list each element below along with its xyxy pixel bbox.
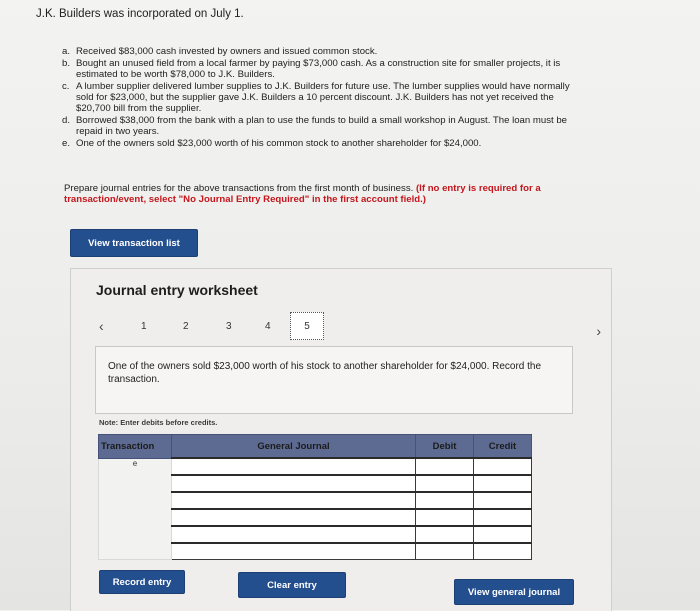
account-input[interactable] [172, 492, 416, 509]
view-general-journal-button[interactable]: View general journal [454, 579, 574, 605]
header-title: J.K. Builders was incorporated on July 1. [36, 8, 244, 20]
item-text: Received $83,000 cash invested by owners and issued common stock. [76, 46, 378, 57]
header-credit: Credit [474, 435, 532, 459]
debit-input[interactable] [416, 458, 474, 475]
page-4[interactable]: 4 [265, 321, 271, 332]
worksheet-title: Journal entry worksheet [96, 282, 258, 298]
list-item [62, 58, 582, 80]
view-transaction-list-button[interactable]: View transaction list [70, 229, 198, 257]
chevron-right-icon[interactable]: › [596, 323, 601, 339]
debit-input[interactable] [416, 509, 474, 526]
list-item [62, 138, 582, 149]
page-3[interactable]: 3 [226, 321, 232, 332]
debits-note: Note: Enter debits before credits. [99, 418, 218, 427]
item-text: Bought an unused field from a local farmer by paying $73,000 cash. As a construction site for smaller projects, it is estimated to be worth $78,000 to J.K. Builders. [76, 58, 561, 80]
account-input[interactable] [172, 475, 416, 492]
account-input[interactable] [172, 543, 416, 560]
account-input[interactable] [172, 526, 416, 543]
credit-input[interactable] [474, 475, 532, 492]
item-text: A lumber supplier delivered lumber supplies to J.K. Builders for future use. The lumber supplies would have normally sold for $23,000, but the supplier gave J.K. Builders a 10 percent discount. J.K. Builders has not yet received the $20,700 bill from the supplier. [76, 81, 570, 114]
journal-table [98, 434, 532, 560]
debit-input[interactable] [416, 526, 474, 543]
list-item [62, 81, 582, 114]
debit-input[interactable] [416, 475, 474, 492]
page-1[interactable]: 1 [141, 321, 147, 332]
account-input[interactable] [172, 509, 416, 526]
transaction-description-box [95, 346, 573, 414]
header-general-journal: General Journal [172, 435, 416, 459]
table-row [99, 458, 532, 475]
item-letter: d. [62, 115, 71, 126]
page-2[interactable]: 2 [183, 321, 189, 332]
item-letter: c. [62, 81, 70, 92]
journal-entry-worksheet [70, 268, 612, 611]
page-5-active[interactable]: 5 [290, 312, 324, 340]
instructions [64, 183, 624, 205]
account-input[interactable] [172, 458, 416, 475]
header-transaction: Transaction [99, 435, 172, 459]
item-letter: b. [62, 58, 71, 69]
table-header-row [99, 435, 532, 459]
page-navigation [99, 315, 601, 341]
instructions-highlight: (If no entry is required for a transaction/event, select "No Journal Entry Required" in the first account field.) [64, 183, 541, 205]
list-item [62, 46, 582, 57]
clear-entry-button[interactable]: Clear entry [238, 572, 346, 598]
chevron-left-icon[interactable]: ‹ [99, 318, 104, 334]
credit-input[interactable] [474, 509, 532, 526]
credit-input[interactable] [474, 543, 532, 560]
list-item [62, 115, 582, 137]
item-text: One of the owners sold $23,000 worth of his common stock to another shareholder for $24,000. [76, 138, 482, 149]
transaction-id-cell: e [99, 458, 172, 560]
credit-input[interactable] [474, 458, 532, 475]
transaction-description: One of the owners sold $23,000 worth of his stock to another shareholder for $24,000. Record the transaction. [108, 361, 542, 385]
record-entry-button[interactable]: Record entry [99, 570, 185, 594]
item-text: Borrowed $38,000 from the bank with a plan to use the funds to build a small workshop in August. The loan must be repaid in two years. [76, 115, 567, 137]
credit-input[interactable] [474, 492, 532, 509]
debit-input[interactable] [416, 492, 474, 509]
header-debit: Debit [416, 435, 474, 459]
debit-input[interactable] [416, 543, 474, 560]
item-letter: a. [62, 46, 71, 57]
transaction-list [62, 46, 582, 150]
instructions-main: Prepare journal entries for the above transactions from the first month of business. [64, 183, 414, 194]
item-letter: e. [62, 138, 71, 149]
credit-input[interactable] [474, 526, 532, 543]
